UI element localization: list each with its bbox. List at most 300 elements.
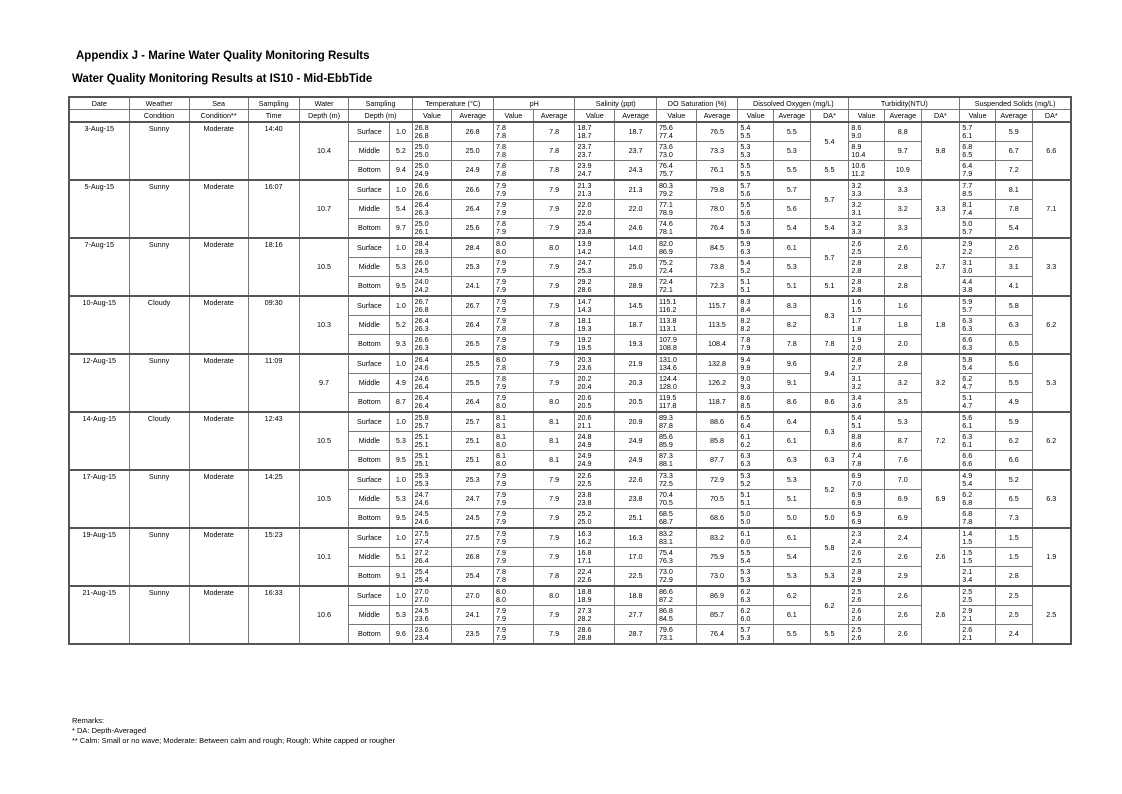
sampling-depth-cell: 5.3	[390, 490, 412, 509]
temperature-values-reading: 25.0	[414, 142, 429, 151]
ph-average: 7.9	[533, 490, 575, 509]
suspended-solids-values	[960, 470, 996, 490]
suspended-solids-values-reading: 6.2	[962, 490, 973, 499]
do-saturation-average: 68.6	[696, 509, 738, 529]
ph-values-reading: 8.1	[496, 432, 507, 441]
suspended-solids-values-reading: 6.6	[962, 459, 973, 468]
turbidity-values-reading: 2.5	[851, 556, 862, 565]
ph-values	[494, 625, 534, 645]
do-saturation-values	[656, 180, 696, 200]
sea-condition-cell: Moderate	[189, 296, 248, 354]
ph-values	[494, 238, 534, 258]
turbidity-average: 2.8	[884, 354, 921, 374]
dissolved-oxygen-average: 5.4	[774, 219, 811, 239]
suspended-solids-average: 3.1	[995, 258, 1032, 277]
salinity-average: 24.9	[615, 432, 657, 451]
sampling-depth-cell: 1.0	[390, 296, 412, 316]
salinity-average: 23.8	[615, 490, 657, 509]
water-depth-cell: 10.3	[299, 296, 349, 354]
temperature-values-reading: 24.7	[414, 490, 429, 499]
dissolved-oxygen-average: 5.1	[774, 277, 811, 297]
ph-values	[494, 354, 534, 374]
dissolved-oxygen-values	[738, 432, 774, 451]
ph-values-reading: 7.8	[496, 219, 507, 228]
sampling-time-cell: 18:16	[248, 238, 299, 296]
ph-average: 7.9	[533, 606, 575, 625]
sub-value: Value	[849, 110, 885, 123]
suspended-solids-values-reading: 6.1	[962, 440, 973, 449]
turbidity-values-reading: 2.8	[851, 266, 862, 275]
suspended-solids-da: 7.1	[1032, 180, 1071, 238]
temperature-values-reading: 25.4	[414, 567, 429, 576]
salinity-values-reading: 14.2	[577, 247, 592, 256]
salinity-average: 25.1	[615, 509, 657, 529]
sampling-level-cell: Bottom	[349, 219, 390, 239]
do-saturation-values	[656, 509, 696, 529]
temperature-average: 25.3	[452, 258, 494, 277]
temperature-average: 24.7	[452, 490, 494, 509]
turbidity-values-reading: 2.5	[851, 247, 862, 256]
salinity-average: 16.3	[615, 528, 657, 548]
ph-values	[494, 200, 534, 219]
dissolved-oxygen-values	[738, 200, 774, 219]
dissolved-oxygen-average: 9.1	[774, 374, 811, 393]
suspended-solids-values	[960, 277, 996, 297]
ph-values	[494, 180, 534, 200]
col-sea: Sea	[189, 97, 248, 110]
sampling-depth-cell: 1.0	[390, 528, 412, 548]
do-saturation-average: 83.2	[696, 528, 738, 548]
temperature-average: 25.1	[452, 432, 494, 451]
dissolved-oxygen-average: 6.2	[774, 586, 811, 606]
suspended-solids-values-reading: 2.9	[962, 239, 973, 248]
sampling-level-cell: Surface	[349, 412, 390, 432]
ph-values	[494, 258, 534, 277]
sub-value: Value	[412, 110, 452, 123]
salinity-values	[575, 161, 615, 181]
suspended-solids-values-reading: 6.1	[962, 421, 973, 430]
col-do-saturation: DO Saturation (%)	[656, 97, 737, 110]
temperature-values	[412, 122, 452, 142]
turbidity-average: 7.0	[884, 470, 921, 490]
date-cell: 19-Aug-15	[69, 528, 129, 586]
temperature-values-reading: 25.1	[414, 459, 429, 468]
dissolved-oxygen-average: 6.4	[774, 412, 811, 432]
salinity-average: 24.6	[615, 219, 657, 239]
salinity-average: 25.0	[615, 258, 657, 277]
suspended-solids-values	[960, 142, 996, 161]
ph-values	[494, 548, 534, 567]
do-saturation-values-reading: 83.2	[658, 529, 673, 538]
temperature-values-reading: 27.4	[414, 537, 429, 546]
turbidity-da: 2.7	[921, 238, 960, 296]
suspended-solids-average: 5.8	[995, 296, 1032, 316]
turbidity-values	[849, 180, 885, 200]
do-saturation-values	[656, 296, 696, 316]
remarks-title: Remarks:	[72, 716, 105, 725]
suspended-solids-values-reading: 5.6	[962, 413, 973, 422]
turbidity-values-reading: 2.8	[851, 277, 862, 286]
sampling-time-cell: 12:43	[248, 412, 299, 470]
dissolved-oxygen-values-reading: 5.4	[740, 258, 751, 267]
suspended-solids-values	[960, 335, 996, 355]
temperature-values	[412, 625, 452, 645]
do-saturation-average: 88.6	[696, 412, 738, 432]
ph-average: 7.9	[533, 374, 575, 393]
temperature-values-reading: 24.5	[414, 266, 429, 275]
do-saturation-average: 73.3	[696, 142, 738, 161]
date-cell: 14-Aug-15	[69, 412, 129, 470]
ph-average: 8.1	[533, 451, 575, 471]
suspended-solids-average: 1.5	[995, 548, 1032, 567]
dissolved-oxygen-values-reading: 8.4	[740, 305, 751, 314]
weather-cell: Sunny	[129, 122, 189, 180]
salinity-values-reading: 22.0	[577, 208, 592, 217]
turbidity-average: 6.9	[884, 509, 921, 529]
salinity-values-reading: 20.4	[577, 382, 592, 391]
temperature-values-reading: 26.4	[414, 316, 429, 325]
ph-average: 7.8	[533, 122, 575, 142]
date-cell: 10-Aug-15	[69, 296, 129, 354]
do-saturation-values-reading: 107.9	[658, 335, 677, 344]
sampling-depth-cell: 9.5	[390, 277, 412, 297]
sampling-depth-cell: 1.0	[390, 238, 412, 258]
dissolved-oxygen-average: 5.7	[774, 180, 811, 200]
do-saturation-values-reading: 86.6	[658, 587, 673, 596]
turbidity-average: 2.8	[884, 277, 921, 297]
suspended-solids-average: 2.5	[995, 606, 1032, 625]
salinity-values-reading: 24.8	[577, 432, 592, 441]
dissolved-oxygen-bottom-da: 5.4	[810, 219, 849, 239]
temperature-values-reading: 26.4	[414, 355, 429, 364]
col-water-depth: Water	[299, 97, 349, 110]
do-saturation-values	[656, 374, 696, 393]
dissolved-oxygen-values	[738, 277, 774, 297]
dissolved-oxygen-values-reading: 6.2	[740, 440, 751, 449]
salinity-values	[575, 122, 615, 142]
turbidity-values-reading: 3.4	[851, 393, 862, 402]
sampling-level-cell: Surface	[349, 528, 390, 548]
suspended-solids-values-reading: 3.0	[962, 266, 973, 275]
do-saturation-values-reading: 86.8	[658, 606, 673, 615]
do-saturation-values-reading: 70.5	[658, 498, 673, 507]
salinity-values	[575, 432, 615, 451]
suspended-solids-average: 6.7	[995, 142, 1032, 161]
turbidity-values	[849, 528, 885, 548]
turbidity-average: 2.0	[884, 335, 921, 355]
sampling-depth-cell: 9.7	[390, 219, 412, 239]
salinity-values	[575, 200, 615, 219]
ph-average: 7.9	[533, 335, 575, 355]
temperature-values	[412, 354, 452, 374]
turbidity-average: 9.7	[884, 142, 921, 161]
turbidity-values-reading: 6.9	[851, 490, 862, 499]
turbidity-values-reading: 3.1	[851, 208, 862, 217]
suspended-solids-values-reading: 6.8	[962, 509, 973, 518]
ph-average: 7.9	[533, 180, 575, 200]
turbidity-average: 3.3	[884, 219, 921, 239]
turbidity-average: 2.8	[884, 258, 921, 277]
salinity-values-reading: 18.1	[577, 316, 592, 325]
turbidity-values	[849, 470, 885, 490]
do-saturation-values-reading: 82.0	[658, 239, 673, 248]
turbidity-values-reading: 3.2	[851, 200, 862, 209]
salinity-values-reading: 20.2	[577, 374, 592, 383]
salinity-values-reading: 25.3	[577, 266, 592, 275]
sampling-level-cell: Surface	[349, 122, 390, 142]
ph-values	[494, 490, 534, 509]
suspended-solids-values	[960, 122, 996, 142]
salinity-values	[575, 490, 615, 509]
turbidity-values	[849, 335, 885, 355]
dissolved-oxygen-values-reading: 5.1	[740, 277, 751, 286]
do-saturation-values-reading: 72.5	[658, 479, 673, 488]
salinity-average: 22.0	[615, 200, 657, 219]
temperature-values-reading: 26.3	[414, 208, 429, 217]
sampling-depth-cell: 1.0	[390, 122, 412, 142]
sampling-time-cell: 14:25	[248, 470, 299, 528]
do-saturation-average: 78.0	[696, 200, 738, 219]
do-saturation-values-reading: 113.8	[658, 316, 677, 325]
sampling-depth-cell: 1.0	[390, 412, 412, 432]
suspended-solids-da: 6.2	[1032, 412, 1071, 470]
sampling-level-cell: Bottom	[349, 451, 390, 471]
ph-values	[494, 432, 534, 451]
ph-values-reading: 7.8	[496, 374, 507, 383]
temperature-values	[412, 567, 452, 587]
do-saturation-average: 132.8	[696, 354, 738, 374]
suspended-solids-values	[960, 200, 996, 219]
suspended-solids-values-reading: 2.9	[962, 606, 973, 615]
dissolved-oxygen-values-reading: 5.3	[740, 142, 751, 151]
do-saturation-values-reading: 89.3	[658, 413, 673, 422]
suspended-solids-values	[960, 548, 996, 567]
salinity-values-reading: 16.2	[577, 537, 592, 546]
turbidity-average: 8.8	[884, 122, 921, 142]
suspended-solids-values-reading: 5.4	[962, 363, 973, 372]
turbidity-values-reading: 2.8	[851, 258, 862, 267]
sampling-depth-cell: 5.3	[390, 432, 412, 451]
dissolved-oxygen-values	[738, 451, 774, 471]
ph-values-reading: 7.8	[496, 567, 507, 576]
sub-value: Value	[656, 110, 696, 123]
salinity-values-reading: 16.8	[577, 548, 592, 557]
dissolved-oxygen-average: 5.3	[774, 142, 811, 161]
salinity-values-reading: 14.7	[577, 297, 592, 306]
do-saturation-values-reading: 68.7	[658, 517, 673, 526]
turbidity-values	[849, 122, 885, 142]
ph-values-reading: 8.0	[496, 587, 507, 596]
date-cell: 17-Aug-15	[69, 470, 129, 528]
ph-values-reading: 7.9	[496, 548, 507, 557]
dissolved-oxygen-values-reading: 5.5	[740, 200, 751, 209]
suspended-solids-values-reading: 2.1	[962, 614, 973, 623]
dissolved-oxygen-values	[738, 567, 774, 587]
table-row	[69, 354, 1071, 374]
salinity-average: 28.9	[615, 277, 657, 297]
salinity-average: 20.9	[615, 412, 657, 432]
ph-average: 7.9	[533, 470, 575, 490]
sub-da: DA*	[921, 110, 960, 123]
turbidity-values-reading: 3.2	[851, 219, 862, 228]
sampling-time-cell: 15:23	[248, 528, 299, 586]
salinity-values-reading: 24.9	[577, 440, 592, 449]
dissolved-oxygen-values-reading: 5.4	[740, 123, 751, 132]
temperature-average: 24.1	[452, 606, 494, 625]
dissolved-oxygen-values-reading: 5.9	[740, 239, 751, 248]
salinity-values-reading: 25.4	[577, 219, 592, 228]
temperature-values-reading: 23.6	[414, 625, 429, 634]
dissolved-oxygen-values	[738, 586, 774, 606]
dissolved-oxygen-values-reading: 9.9	[740, 363, 751, 372]
suspended-solids-average: 7.8	[995, 200, 1032, 219]
table-row	[69, 122, 1071, 142]
ph-values-reading: 8.1	[496, 451, 507, 460]
salinity-average: 14.5	[615, 296, 657, 316]
do-saturation-values	[656, 606, 696, 625]
suspended-solids-values	[960, 625, 996, 645]
ph-values-reading: 7.9	[496, 277, 507, 286]
weather-cell: Sunny	[129, 354, 189, 412]
dissolved-oxygen-values-reading: 6.3	[740, 247, 751, 256]
temperature-values-reading: 26.4	[414, 382, 429, 391]
dissolved-oxygen-values-reading: 5.3	[740, 471, 751, 480]
suspended-solids-values-reading: 5.7	[962, 305, 973, 314]
do-saturation-values-reading: 128.0	[658, 382, 677, 391]
do-saturation-values	[656, 277, 696, 297]
ph-values-reading: 8.0	[496, 355, 507, 364]
do-saturation-average: 85.7	[696, 606, 738, 625]
suspended-solids-values-reading: 6.2	[962, 374, 973, 383]
col-dissolved-oxygen: Dissolved Oxygen (mg/L)	[738, 97, 849, 110]
do-saturation-values-reading: 72.1	[658, 285, 673, 294]
suspended-solids-values-reading: 6.3	[962, 432, 973, 441]
ph-values	[494, 161, 534, 181]
sampling-depth-cell: 9.5	[390, 451, 412, 471]
do-saturation-values-reading: 88.1	[658, 459, 673, 468]
ph-values	[494, 142, 534, 161]
temperature-values-reading: 26.8	[414, 123, 429, 132]
turbidity-values	[849, 238, 885, 258]
temperature-values	[412, 470, 452, 490]
turbidity-values-reading: 2.6	[851, 614, 862, 623]
suspended-solids-values-reading: 6.8	[962, 142, 973, 151]
dissolved-oxygen-da: 5.8	[810, 528, 849, 567]
do-saturation-values-reading: 134.6	[658, 363, 677, 372]
do-saturation-average: 75.9	[696, 548, 738, 567]
temperature-values	[412, 509, 452, 529]
turbidity-values	[849, 490, 885, 509]
turbidity-values-reading: 3.6	[851, 401, 862, 410]
turbidity-values-reading: 11.2	[851, 169, 865, 178]
temperature-average: 26.7	[452, 296, 494, 316]
dissolved-oxygen-average: 9.6	[774, 354, 811, 374]
salinity-values-reading: 23.8	[577, 227, 592, 236]
ph-values-reading: 7.9	[496, 382, 507, 391]
dissolved-oxygen-values-reading: 5.4	[740, 556, 751, 565]
ph-values-reading: 7.9	[496, 614, 507, 623]
temperature-values	[412, 180, 452, 200]
sampling-level-cell: Middle	[349, 374, 390, 393]
do-saturation-values-reading: 119.5	[658, 393, 677, 402]
ph-values	[494, 606, 534, 625]
ph-values-reading: 7.9	[496, 285, 507, 294]
sampling-depth-cell: 5.1	[390, 548, 412, 567]
dissolved-oxygen-values	[738, 528, 774, 548]
ph-values-reading: 8.0	[496, 247, 507, 256]
suspended-solids-values	[960, 606, 996, 625]
dissolved-oxygen-values-reading: 5.2	[740, 266, 751, 275]
turbidity-values	[849, 219, 885, 239]
temperature-values-reading: 24.6	[414, 498, 429, 507]
turbidity-values-reading: 2.5	[851, 625, 862, 634]
water-depth-cell: 10.5	[299, 412, 349, 470]
temperature-values-reading: 24.6	[414, 517, 429, 526]
temperature-values	[412, 161, 452, 181]
dissolved-oxygen-values	[738, 412, 774, 432]
salinity-values	[575, 509, 615, 529]
salinity-values	[575, 296, 615, 316]
sea-condition-cell: Moderate	[189, 180, 248, 238]
sampling-level-cell: Middle	[349, 316, 390, 335]
dissolved-oxygen-values	[738, 509, 774, 529]
salinity-average: 28.7	[615, 625, 657, 645]
do-saturation-values	[656, 122, 696, 142]
dissolved-oxygen-values	[738, 161, 774, 181]
do-saturation-values-reading: 77.1	[658, 200, 673, 209]
dissolved-oxygen-average: 5.5	[774, 122, 811, 142]
temperature-average: 25.5	[452, 374, 494, 393]
temperature-values-reading: 26.1	[414, 227, 429, 236]
salinity-average: 23.7	[615, 142, 657, 161]
turbidity-values-reading: 3.2	[851, 382, 862, 391]
sub-average: Average	[995, 110, 1032, 123]
do-saturation-values	[656, 219, 696, 239]
col-sampling-time: Sampling	[248, 97, 299, 110]
dissolved-oxygen-average: 6.1	[774, 606, 811, 625]
turbidity-average: 5.3	[884, 412, 921, 432]
turbidity-values	[849, 586, 885, 606]
do-saturation-values-reading: 78.9	[658, 208, 673, 217]
dissolved-oxygen-values-reading: 6.4	[740, 421, 751, 430]
do-saturation-values	[656, 470, 696, 490]
temperature-average: 25.0	[452, 142, 494, 161]
do-saturation-values	[656, 393, 696, 413]
sub-value: Value	[494, 110, 534, 123]
ph-values	[494, 122, 534, 142]
temperature-values-reading: 27.0	[414, 587, 429, 596]
col-sea-sub: Condition**	[189, 110, 248, 123]
water-depth-cell: 10.7	[299, 180, 349, 238]
do-saturation-values-reading: 79.2	[658, 189, 673, 198]
suspended-solids-values-reading: 2.6	[962, 625, 973, 634]
weather-cell: Sunny	[129, 238, 189, 296]
suspended-solids-values	[960, 393, 996, 413]
salinity-values	[575, 567, 615, 587]
salinity-values	[575, 548, 615, 567]
dissolved-oxygen-da: 5.7	[810, 238, 849, 277]
salinity-values-reading: 18.8	[577, 587, 592, 596]
salinity-values-reading: 28.8	[577, 633, 592, 642]
dissolved-oxygen-values	[738, 238, 774, 258]
dissolved-oxygen-average: 5.0	[774, 509, 811, 529]
temperature-values-reading: 24.9	[414, 169, 429, 178]
dissolved-oxygen-values	[738, 606, 774, 625]
ph-average: 7.9	[533, 354, 575, 374]
suspended-solids-average: 2.6	[995, 238, 1032, 258]
temperature-values-reading: 27.0	[414, 595, 429, 604]
ph-values-reading: 8.0	[496, 459, 507, 468]
